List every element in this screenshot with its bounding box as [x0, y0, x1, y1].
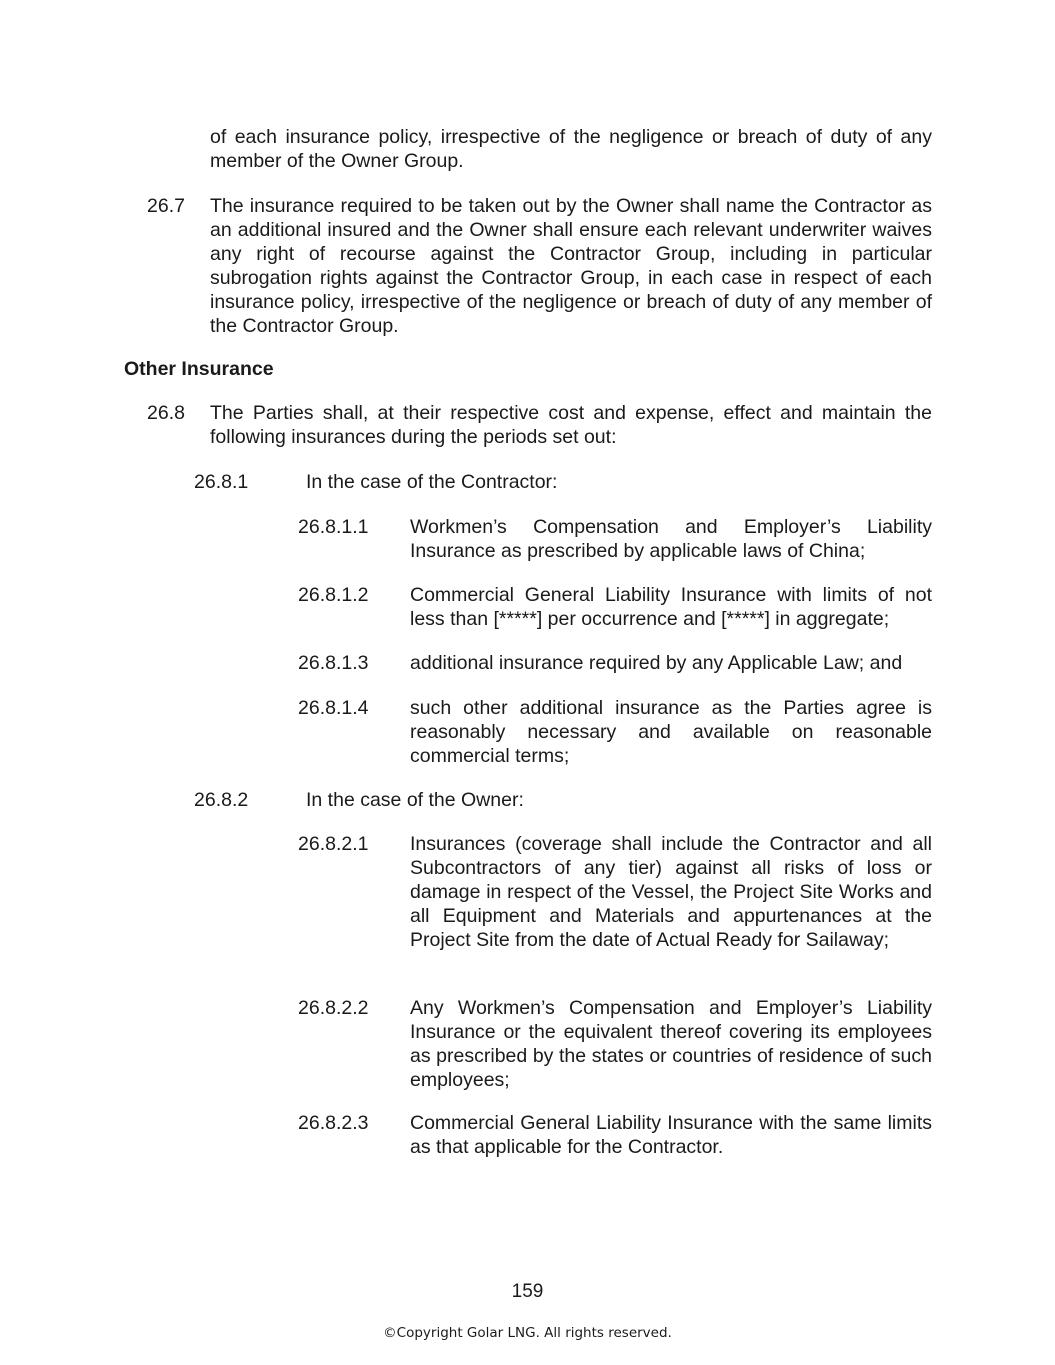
- continuation-paragraph: of each insurance policy, irrespective of the negligence or breach of duty of any member of the Owner Group.: [210, 126, 932, 172]
- item-text: Any Workmen’s Compensation and Employer’s Liability Insurance or the equivalent thereof covering its employees as prescribed by the states or countries of residence of such employees;: [410, 997, 932, 1091]
- item-number: 26.8.2.3: [298, 1112, 369, 1134]
- section-heading: Other Insurance: [124, 358, 274, 380]
- subclause-number: 26.8.1: [194, 471, 249, 493]
- subclause-text: In the case of the Contractor:: [306, 471, 558, 493]
- item-text: Commercial General Liability Insurance with the same limits as that applicable for the Contractor.: [410, 1112, 932, 1158]
- item-number: 26.8.1.1: [298, 516, 369, 538]
- item-number: 26.8.1.2: [298, 584, 369, 606]
- item-number: 26.8.2.2: [298, 997, 369, 1019]
- item-number: 26.8.1.3: [298, 652, 369, 674]
- subclause-number: 26.8.2: [194, 789, 249, 811]
- item-text: Commercial General Liability Insurance with limits of not less than [*****] per occurrence and [*****] in aggregate;: [410, 584, 932, 630]
- subclause-text: In the case of the Owner:: [306, 789, 524, 811]
- item-number: 26.8.2.1: [298, 833, 369, 855]
- item-number: 26.8.1.4: [298, 697, 369, 719]
- clause-text: The insurance required to be taken out by the Owner shall name the Contractor as an additional insured and the Owner shall ensure each relevant underwriter waives any right of recourse against the Contractor Group, including in particular subrogation rights against the Contractor Group, in each case in respect of each insurance policy, irrespective of the negligence or breach of duty of any member of the Contractor Group.: [210, 195, 932, 337]
- item-text: additional insurance required by any Applicable Law; and: [410, 652, 903, 674]
- item-text: Workmen’s Compensation and Employer’s Liability Insurance as prescribed by applicable laws of China;: [410, 516, 932, 562]
- item-text: such other additional insurance as the Parties agree is reasonably necessary and available on reasonable commercial terms;: [410, 697, 932, 767]
- page-number: 159: [511, 1281, 544, 1302]
- item-text: Insurances (coverage shall include the Contractor and all Subcontractors of any tier) against all risks of loss or damage in respect of the Vessel, the Project Site Works and all Equipment and Materials and appurtenances at the Project Site from the date of Actual Ready for Sailaway;: [410, 833, 932, 951]
- clause-text: The Parties shall, at their respective cost and expense, effect and maintain the following insurances during the periods set out:: [210, 402, 932, 448]
- clause-number: 26.7: [147, 195, 185, 217]
- clause-number: 26.8: [147, 402, 185, 424]
- copyright-notice: ©Copyright Golar LNG. All rights reserved.: [383, 1325, 672, 1341]
